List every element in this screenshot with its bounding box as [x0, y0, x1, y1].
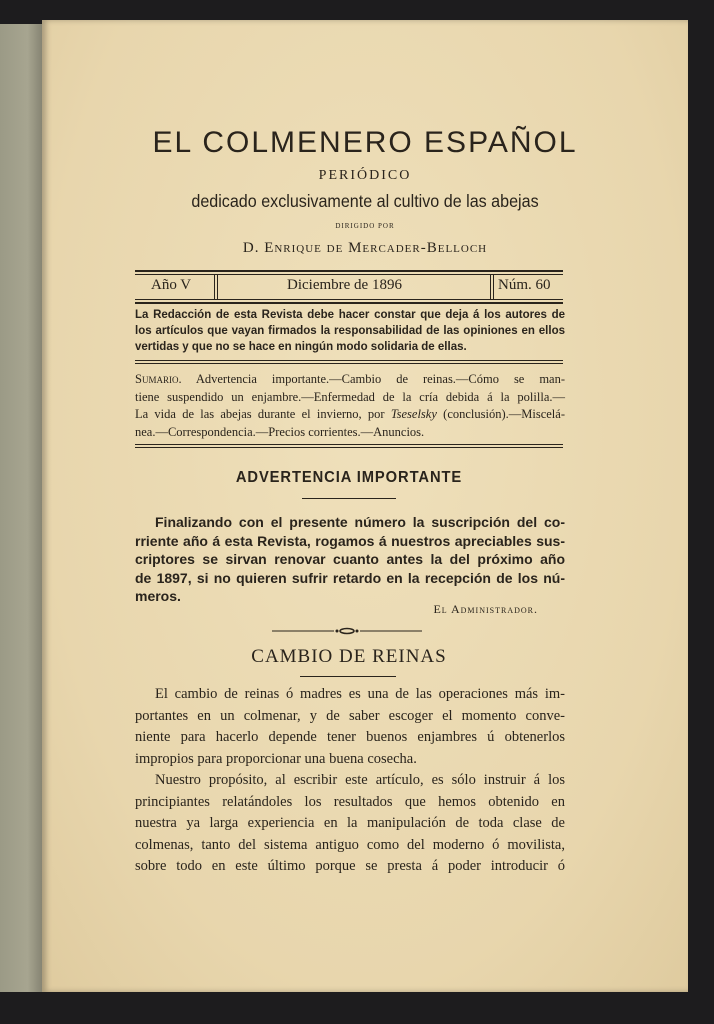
administrator-signature: El Administrador.	[433, 602, 538, 616]
paragraph-line: portantes en un colmenar, y de saber escoger el momento conve-	[135, 707, 565, 724]
notice-rule	[135, 363, 563, 364]
notice-line: vertidas y que no se hace en ningún modo solidaria de ellas.	[135, 341, 467, 353]
sumario-rule	[135, 444, 563, 445]
notice-line: los artículos que vayan firmados la responsabilidad de las opiniones en ellos	[135, 325, 565, 337]
paragraph-line: meros.	[135, 588, 181, 604]
paragraph-line: niente para hacerlo depende tener buenos enjambres ú obtenerlos	[135, 729, 565, 745]
previous-page-edge	[0, 24, 46, 992]
sumario-line	[135, 406, 565, 424]
sumario-text: (conclusión).—Miscelá-	[436, 407, 565, 421]
paragraph-line: El cambio de reinas ó madres es una de las operaciones más im-	[155, 686, 565, 702]
notice-rule	[135, 360, 563, 361]
header-rule-bottom	[135, 302, 563, 304]
sumario-rule	[135, 447, 563, 448]
table-of-contents	[135, 371, 565, 441]
issue-number: Núm. 60	[498, 277, 551, 293]
notice-line: La Redacción de esta Revista debe hacer constar que deja á los autores de	[135, 309, 565, 321]
sumario-text: Advertencia importante.—Cambio de reinas.—Cómo se man-	[195, 372, 565, 386]
row-divider	[214, 275, 215, 300]
advertencia-text	[135, 513, 565, 606]
paragraph-line: principiantes relatándoles los resultados que hemos obtenido en	[135, 793, 565, 810]
header-rule-top	[135, 270, 563, 272]
header-rule-bottom-thin	[135, 299, 563, 300]
director-name: D. Enrique de Mercader-Belloch	[242, 240, 488, 256]
ornament-divider	[272, 624, 422, 638]
sumario-line	[135, 371, 565, 389]
cambio-text	[135, 684, 565, 878]
paragraph-line: nuestra ya larga experiencia en la manipulación de toda clase de	[135, 815, 565, 831]
directed-by-label: DIRIGIDO POR	[335, 222, 395, 230]
issue-year: Año V	[151, 277, 192, 293]
journal-title: EL COLMENERO ESPAÑOL	[152, 126, 578, 159]
sumario-line: nea.—Correspondencia.—Precios corrientes.—Anuncios.	[135, 424, 425, 439]
journal-page	[42, 20, 688, 992]
sumario-text: La vida de las abejas durante el invierno, por	[135, 407, 391, 421]
paragraph-line: colmenas, tanto del sistema antiguo como del moderno ó movilista,	[135, 836, 565, 853]
issue-info-row	[135, 274, 563, 300]
advertencia-heading: ADVERTENCIA IMPORTANTE	[235, 469, 463, 486]
heading-underline	[300, 676, 396, 677]
row-divider	[493, 275, 494, 300]
sumario-label: Sumario.	[135, 372, 182, 386]
issue-date: Diciembre de 1896	[287, 277, 402, 293]
cambio-heading: CAMBIO DE REINAS	[251, 646, 447, 667]
paragraph-line: de 1897, si no quieren sufrir retardo en la recepción de los nú-	[135, 569, 565, 586]
journal-type: PERIÓDICO	[318, 168, 412, 183]
paragraph-line: Finalizando con el presente número la suscripción del co-	[155, 514, 565, 530]
sumario-line: tiene suspendido un enjambre.—Enfermedad de la cría debida á la polilla.—	[135, 389, 565, 404]
journal-subtitle: dedicado exclusivamente al cultivo de las abejas	[191, 191, 539, 211]
row-divider	[490, 275, 491, 300]
editorial-notice	[135, 307, 565, 355]
sumario-author: Tseselsky	[390, 407, 437, 421]
heading-underline	[302, 498, 396, 499]
paragraph-line: impropios para proporcionar una buena cosecha.	[135, 750, 417, 767]
row-divider	[217, 275, 218, 300]
paragraph-line: Nuestro propósito, al escribir este artículo, es sólo instruir á los	[155, 772, 565, 788]
paragraph-line: rriente año á esta Revista, rogamos á nuestros apreciables sus-	[135, 532, 565, 549]
paragraph-line: criptores se sirvan renovar cuanto antes la del próximo año	[135, 551, 565, 567]
paragraph-line: sobre todo en este último porque se presta á poder introducir ó	[135, 858, 565, 874]
